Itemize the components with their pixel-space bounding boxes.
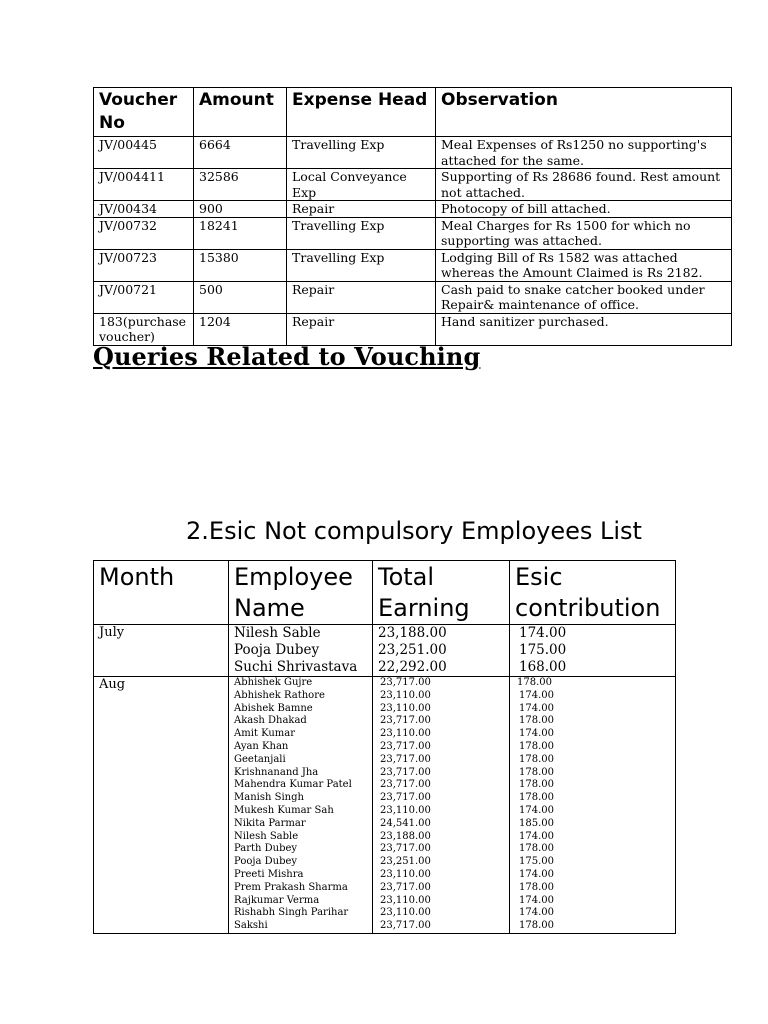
observation-cell: Supporting of Rs 28686 found. Rest amount not attached. (436, 169, 732, 201)
employee-names-cell (229, 677, 373, 934)
expense-head-header: Expense Head (287, 88, 436, 137)
table-row (94, 217, 732, 249)
expense-head-cell: Travelling Exp (287, 249, 436, 281)
table-row (94, 137, 732, 169)
employee-name-header: Employee Name (229, 561, 373, 625)
amount-cell: 500 (194, 281, 287, 313)
voucher-no-cell: JV/00721 (94, 281, 194, 313)
employee-name: Pooja Dubey (234, 856, 298, 868)
esic-contribution: 178.00 (517, 677, 552, 688)
employee-name: Prem Prakash Sharma (234, 881, 348, 893)
employee-name: Ayan Khan (234, 740, 289, 752)
voucher-header-row (94, 88, 732, 137)
esic-contribution: 178.00 (519, 715, 554, 727)
esic-contribution: 178.00 (519, 753, 554, 765)
voucher-no-cell: JV/004411 (94, 169, 194, 201)
total-earning: 23,717.00 (380, 715, 431, 727)
total-earning: 23,717.00 (380, 779, 431, 791)
amount-cell: 32586 (194, 169, 287, 201)
expense-head-cell: Travelling Exp (287, 137, 436, 169)
month-header: Month (94, 561, 229, 625)
total-earning: 23,251.00 (380, 856, 431, 868)
expense-head-cell: Repair (287, 201, 436, 218)
employee-name: Nilesh Sable (234, 625, 321, 641)
total-earning: 24,541.00 (380, 817, 431, 829)
expense-head-cell: Repair (287, 313, 436, 345)
employee-names-cell (229, 625, 373, 677)
total-earning: 23,110.00 (380, 868, 431, 880)
july-row (94, 625, 676, 677)
observation-header: Observation (436, 88, 732, 137)
total-earning: 23,110.00 (380, 702, 431, 714)
voucher-no-cell: JV/00445 (94, 137, 194, 169)
total-earning: 23,251.00 (378, 642, 447, 658)
employee-name: Krishnanand Jha (234, 766, 319, 778)
month-cell: Aug (94, 677, 229, 934)
total-earning: 23,717.00 (380, 766, 431, 778)
table-row (94, 201, 732, 218)
total-earning: 23,110.00 (380, 907, 431, 919)
amount-cell: 900 (194, 201, 287, 218)
employee-name: Pooja Dubey (234, 642, 320, 658)
employee-name: Mahendra Kumar Patel (234, 779, 352, 791)
employee-name: Geetanjali (234, 753, 286, 765)
total-earning: 23,110.00 (380, 894, 431, 906)
employee-name: Sakshi (234, 920, 268, 932)
observation-cell: Cash paid to snake catcher booked under Repair& maintenance of office. (436, 281, 732, 313)
employee-name: Nilesh Sable (234, 830, 299, 842)
total-earning: 23,717.00 (380, 881, 431, 893)
amount-cell: 1204 (194, 313, 287, 345)
esic-contribution: 178.00 (519, 766, 554, 778)
esic-contribution: 174.00 (519, 689, 554, 701)
esic-contribution: 174.00 (519, 804, 554, 816)
table-row (94, 169, 732, 201)
employee-name: Manish Singh (234, 792, 304, 804)
total-earnings-cell (373, 677, 510, 934)
esic-contributions-cell (510, 625, 676, 677)
voucher-no-header: Voucher No (94, 88, 194, 137)
voucher-no-cell: JV/00732 (94, 217, 194, 249)
voucher-no-cell: JV/00434 (94, 201, 194, 218)
vouching-queries-heading: Queries Related to Vouching (93, 342, 481, 371)
esic-contribution: 174.00 (519, 907, 554, 919)
total-earning: 23,110.00 (380, 728, 431, 740)
total-earning: 23,110.00 (380, 689, 431, 701)
total-earnings-cell (373, 625, 510, 677)
total-earning: 23,717.00 (380, 753, 431, 765)
employee-name: Abhishek Gujre (234, 677, 313, 688)
esic-list-heading: 2.Esic Not compulsory Employees List (186, 517, 642, 545)
observation-cell: Hand sanitizer purchased. (436, 313, 732, 345)
esic-contribution: 178.00 (519, 740, 554, 752)
voucher-no-cell: 183(purchase voucher) (94, 313, 194, 345)
observation-cell: Meal Charges for Rs 1500 for which no supporting was attached. (436, 217, 732, 249)
total-earning: 23,717.00 (380, 677, 431, 688)
total-earning: 23,717.00 (380, 740, 431, 752)
month-cell: July (94, 625, 229, 677)
voucher-observation-table (93, 87, 732, 346)
employee-name: Nikita Parmar (234, 817, 306, 829)
employee-name: Abishek Bamne (234, 702, 313, 714)
esic-contribution: 174.00 (519, 868, 554, 880)
total-earning: 22,292.00 (378, 659, 447, 675)
amount-cell: 18241 (194, 217, 287, 249)
employee-name: Rishabh Singh Parihar (234, 907, 349, 919)
esic-contributions-cell (510, 677, 676, 934)
total-earning: 23,717.00 (380, 920, 431, 932)
table-row (94, 313, 732, 345)
observation-cell: Meal Expenses of Rs1250 no supporting's attached for the same. (436, 137, 732, 169)
esic-header-row (94, 561, 676, 625)
esic-contribution: 178.00 (519, 920, 554, 932)
esic-contribution: 178.00 (519, 779, 554, 791)
employee-name: Preeti Mishra (234, 868, 304, 880)
esic-contribution: 174.00 (519, 728, 554, 740)
expense-head-cell: Repair (287, 281, 436, 313)
esic-employees-table (93, 560, 676, 934)
total-earning: 23,188.00 (378, 625, 447, 641)
esic-contribution: 174.00 (519, 702, 554, 714)
employee-name: Rajkumar Verma (234, 894, 320, 906)
esic-contribution: 178.00 (519, 881, 554, 893)
esic-contribution: 174.00 (519, 625, 567, 641)
expense-head-cell: Local Conveyance Exp (287, 169, 436, 201)
observation-cell: Photocopy of bill attached. (436, 201, 732, 218)
esic-contribution-header: Esic contribution (510, 561, 676, 625)
esic-contribution: 174.00 (519, 894, 554, 906)
employee-name: Akash Dhakad (234, 715, 307, 727)
total-earning: 23,110.00 (380, 804, 431, 816)
employee-name: Amit Kumar (234, 728, 296, 740)
esic-contribution: 168.00 (519, 659, 567, 675)
employee-name: Suchi Shrivastava (234, 659, 358, 675)
aug-row (94, 677, 676, 934)
amount-cell: 15380 (194, 249, 287, 281)
observation-cell: Lodging Bill of Rs 1582 was attached whereas the Amount Claimed is Rs 2182. (436, 249, 732, 281)
expense-head-cell: Travelling Exp (287, 217, 436, 249)
esic-contribution: 175.00 (519, 642, 567, 658)
total-earning: 23,717.00 (380, 792, 431, 804)
esic-contribution: 178.00 (519, 843, 554, 855)
amount-cell: 6664 (194, 137, 287, 169)
total-earning-header: Total Earning (373, 561, 510, 625)
esic-contribution: 178.00 (519, 792, 554, 804)
employee-name: Parth Dubey (234, 843, 298, 855)
employee-name: Mukesh Kumar Sah (234, 804, 334, 816)
table-row (94, 249, 732, 281)
total-earning: 23,188.00 (380, 830, 431, 842)
esic-contribution: 175.00 (519, 856, 554, 868)
table-row (94, 281, 732, 313)
employee-name: Abhishek Rathore (234, 689, 325, 701)
amount-header: Amount (194, 88, 287, 137)
total-earning: 23,717.00 (380, 843, 431, 855)
esic-contribution: 185.00 (519, 817, 554, 829)
esic-contribution: 174.00 (519, 830, 554, 842)
voucher-no-cell: JV/00723 (94, 249, 194, 281)
